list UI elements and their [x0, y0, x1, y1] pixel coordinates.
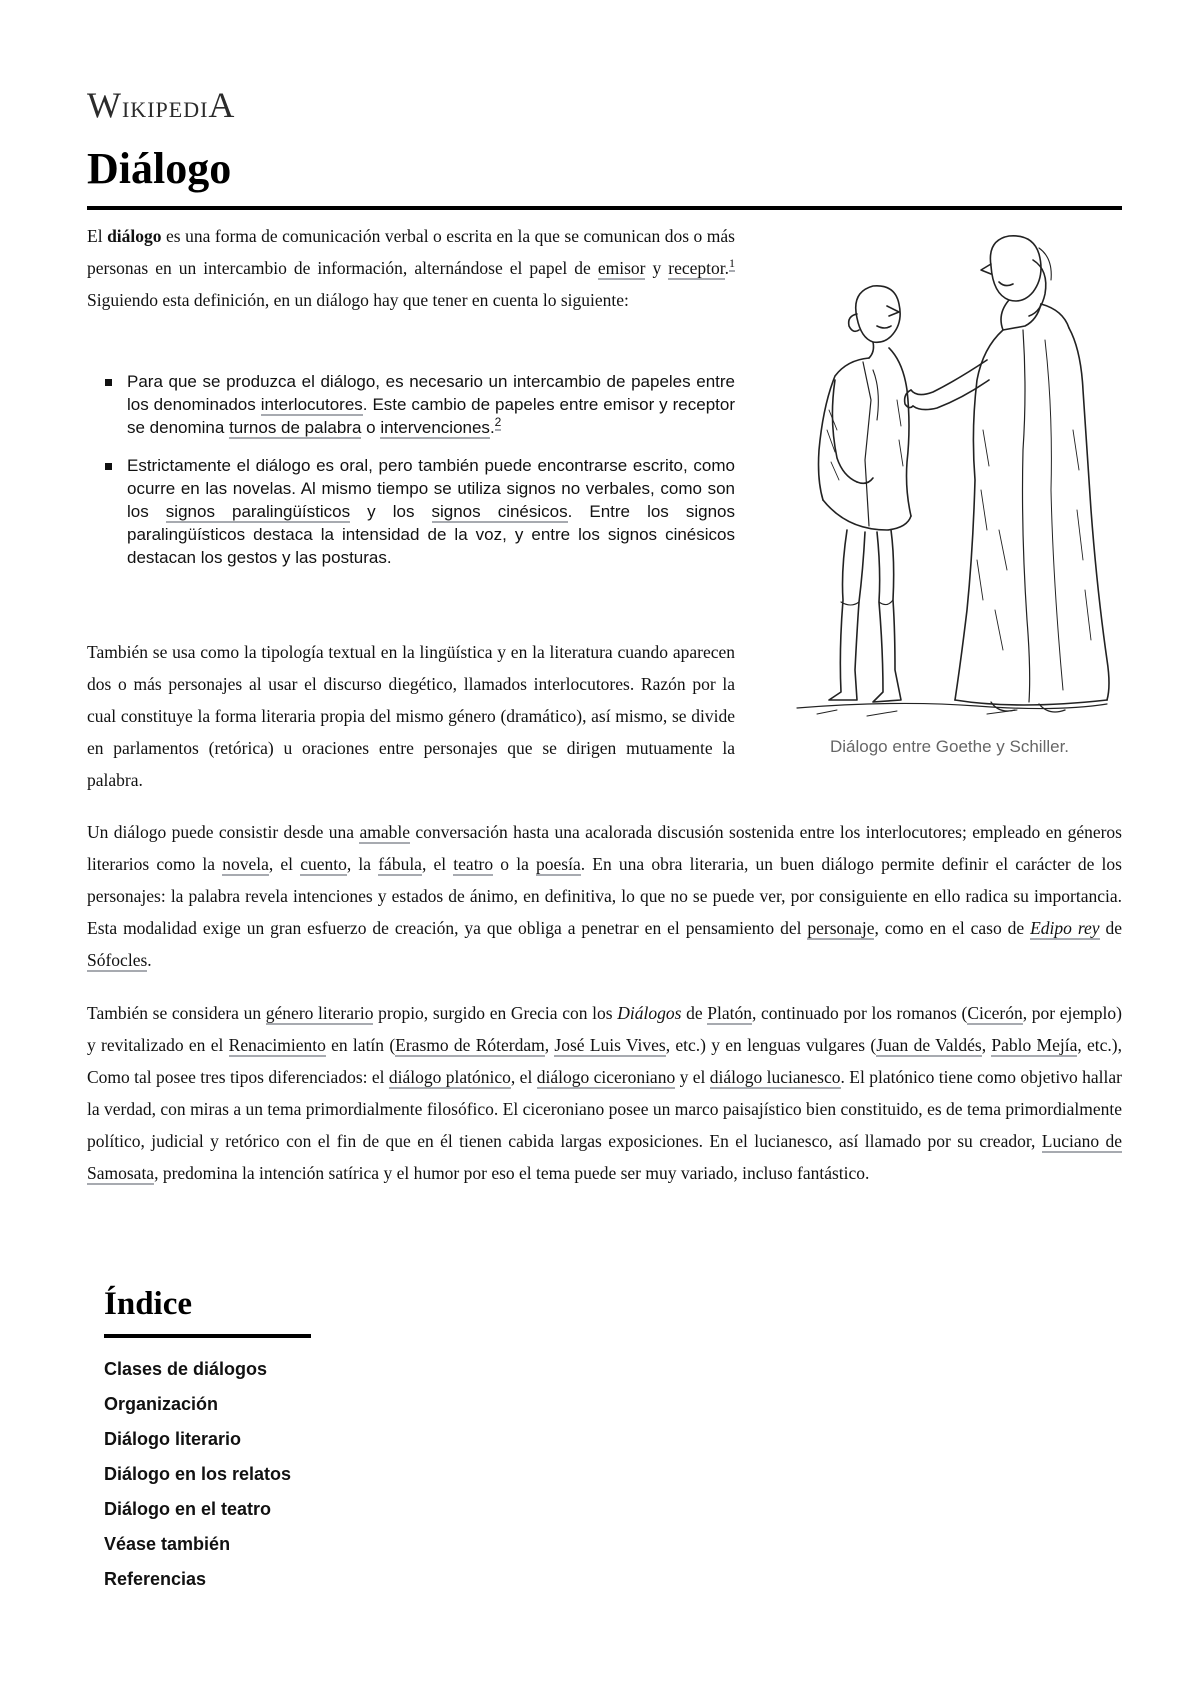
table-of-contents	[104, 1284, 314, 1597]
link-erasmo[interactable]: Erasmo de Róterdam	[395, 1035, 545, 1055]
toc-list	[104, 1352, 314, 1597]
link-luciano[interactable]: Luciano de Samosata	[87, 1131, 1123, 1183]
link-genero-literario[interactable]: género literario	[265, 1003, 374, 1023]
intro-paragraph: El diálogo es una forma de comunicación verbal o escrita en la que se comunican dos o más personas en un intercambio de información, alternándose el papel de emisor y receptor.$^1$ Siguiendo esta definición, en un diálogo hay que tener en cuenta lo siguiente:	[87, 226, 735, 310]
toc-item[interactable]: Diálogo en los relatos	[104, 1464, 292, 1484]
figure-goethe-schiller	[777, 230, 1122, 770]
link-cuento[interactable]: cuento	[300, 854, 347, 874]
paragraph-dialogo-amable: Un diálogo puede consistir desde una amable conversación hasta una acalorada discusión sostenida entre los interlocutores; empleado en géneros literarios como la novela, el cuento, la fábula, el teatro o la poesía. En una obra literaria, un buen diálogo permite definir el carácter de los personajes: la palabra revela intenciones y estados de ánimo, en definitiva, lo que no se puede ver, por consiguiente en ello radica su importancia. Esta modalidad exige un gran esfuerzo de creación, ya que obliga a penetrar en el pensamiento del personaje, como en el caso de Edipo rey de Sófocles.	[87, 822, 1122, 970]
link-fabula[interactable]: fábula	[378, 854, 422, 874]
toc-title: Índice	[104, 1286, 193, 1322]
page-title: Diálogo	[87, 144, 232, 193]
toc-item[interactable]: Clases de diálogos	[104, 1359, 268, 1379]
link-novela[interactable]: novela	[222, 854, 269, 874]
logo-letter-a: A	[208, 85, 236, 125]
link-renacimiento[interactable]: Renacimiento	[228, 1035, 326, 1055]
link-receptor[interactable]: receptor	[668, 258, 725, 278]
link-poesia[interactable]: poesía	[536, 854, 581, 874]
link-turnos-de-palabra[interactable]: turnos de palabra	[229, 418, 362, 437]
toc-item[interactable]: Diálogo literario	[104, 1429, 242, 1449]
link-signos-paralinguisticos[interactable]: signos paralingüísticos	[165, 502, 351, 521]
link-ciceron[interactable]: Cicerón	[967, 1003, 1023, 1023]
title-divider	[87, 206, 1122, 210]
toc-item[interactable]: Diálogo en el teatro	[104, 1499, 272, 1519]
link-valdes[interactable]: Juan de Valdés	[876, 1035, 982, 1055]
link-sofocles[interactable]: Sófocles	[87, 950, 148, 970]
toc-item[interactable]: Véase también	[104, 1534, 231, 1554]
paragraph-tipologia: También se usa como la tipología textual en la lingüística y en la literatura cuando aparecen dos o más personajes al usar el discurso diegético, llamados interlocutores. Razón por la cual constituye la forma literaria propia del mismo género (dramático), así mismo, se divide en parlamentos (retórica) u oraciones entre personajes que se dirigen mutuamente la palabra.	[87, 642, 735, 790]
link-interlocutores[interactable]: interlocutores	[260, 395, 363, 414]
list-item: Para que se produzca el diálogo, es necesario un intercambio de papeles entre los denominados interlocutores. Este cambio de papeles entre emisor y receptor se denomina turnos de palabra o intervenciones.$^2$	[105, 370, 735, 439]
italic-dialogos: Diálogos	[617, 1003, 682, 1023]
logo-letters: ikipedi	[121, 88, 209, 124]
link-mejia[interactable]: Pablo Mejía	[991, 1035, 1078, 1055]
link-signos-cinesicos[interactable]: signos cinésicos	[431, 502, 568, 521]
link-vives[interactable]: José Luis Vives	[554, 1035, 666, 1055]
link-emisor[interactable]: emisor	[597, 258, 646, 278]
link-personaje[interactable]: personaje	[807, 918, 875, 938]
toc-divider	[104, 1334, 311, 1338]
bullet-square-icon	[105, 379, 112, 386]
bold-term: diálogo	[107, 226, 162, 246]
wikipedia-logo[interactable]	[87, 84, 235, 126]
link-dialogo-ciceroniano[interactable]: diálogo ciceroniano	[536, 1067, 676, 1087]
paragraph-genero-literario: También se considera un género literario propio, surgido en Grecia con los Diálogos de Platón, continuado por los romanos (Cicerón, por ejemplo) y revitalizado en el Renacimiento en latín (Erasmo de Róterdam, José Luis Vives, etc.) y en lenguas vulgares (Juan de Valdés, Pablo Mejía, etc.), Como tal posee tres tipos diferenciados: el diálogo platónico, el diálogo ciceroniano y el diálogo lucianesco. El platónico tiene como objetivo hallar la verdad, con miras a un tema primordialmente filosófico. El ciceroniano posee un marco paisajístico bien constituido, es de tema primordialmente político, judicial y retórico con el fin de que en él tienen cabida largas exposiciones. En el lucianesco, así llamado por su creador, Luciano de Samosata, predomina la intención satírica y el humor por eso el tema puede ser muy variado, incluso fantástico.	[87, 1003, 1123, 1183]
bullet-square-icon	[105, 463, 112, 470]
link-intervenciones[interactable]: intervenciones	[380, 418, 490, 437]
logo-letter-w: W	[87, 85, 122, 125]
list-item: Estrictamente el diálogo es oral, pero también puede encontrarse escrito, como ocurre en las novelas. Al mismo tiempo se utiliza signos no verbales, como son los signos paralingüísticos y los signos cinésicos. Entre los signos paralingüísticos destaca la intensidad de la voz, y entre los signos cinésicos destacan los gestos y las posturas.	[105, 454, 735, 569]
toc-item[interactable]: Referencias	[104, 1569, 207, 1589]
reference-2[interactable]: 2	[494, 415, 502, 430]
link-platon[interactable]: Platón	[707, 1003, 752, 1023]
toc-item[interactable]: Organización	[104, 1394, 219, 1414]
goethe-schiller-illustration[interactable]	[777, 230, 1122, 730]
link-teatro[interactable]: teatro	[453, 854, 494, 874]
reference-1[interactable]: 1	[729, 256, 735, 271]
link-dialogo-lucianesco[interactable]: diálogo lucianesco	[709, 1067, 841, 1087]
link-dialogo-platonico[interactable]: diálogo platónico	[388, 1067, 511, 1087]
bullet-list	[105, 370, 735, 584]
figure-caption: Diálogo entre Goethe y Schiller.	[829, 737, 1070, 756]
link-edipo-rey[interactable]: Edipo rey	[1030, 918, 1100, 938]
link-amable[interactable]: amable	[359, 822, 410, 842]
